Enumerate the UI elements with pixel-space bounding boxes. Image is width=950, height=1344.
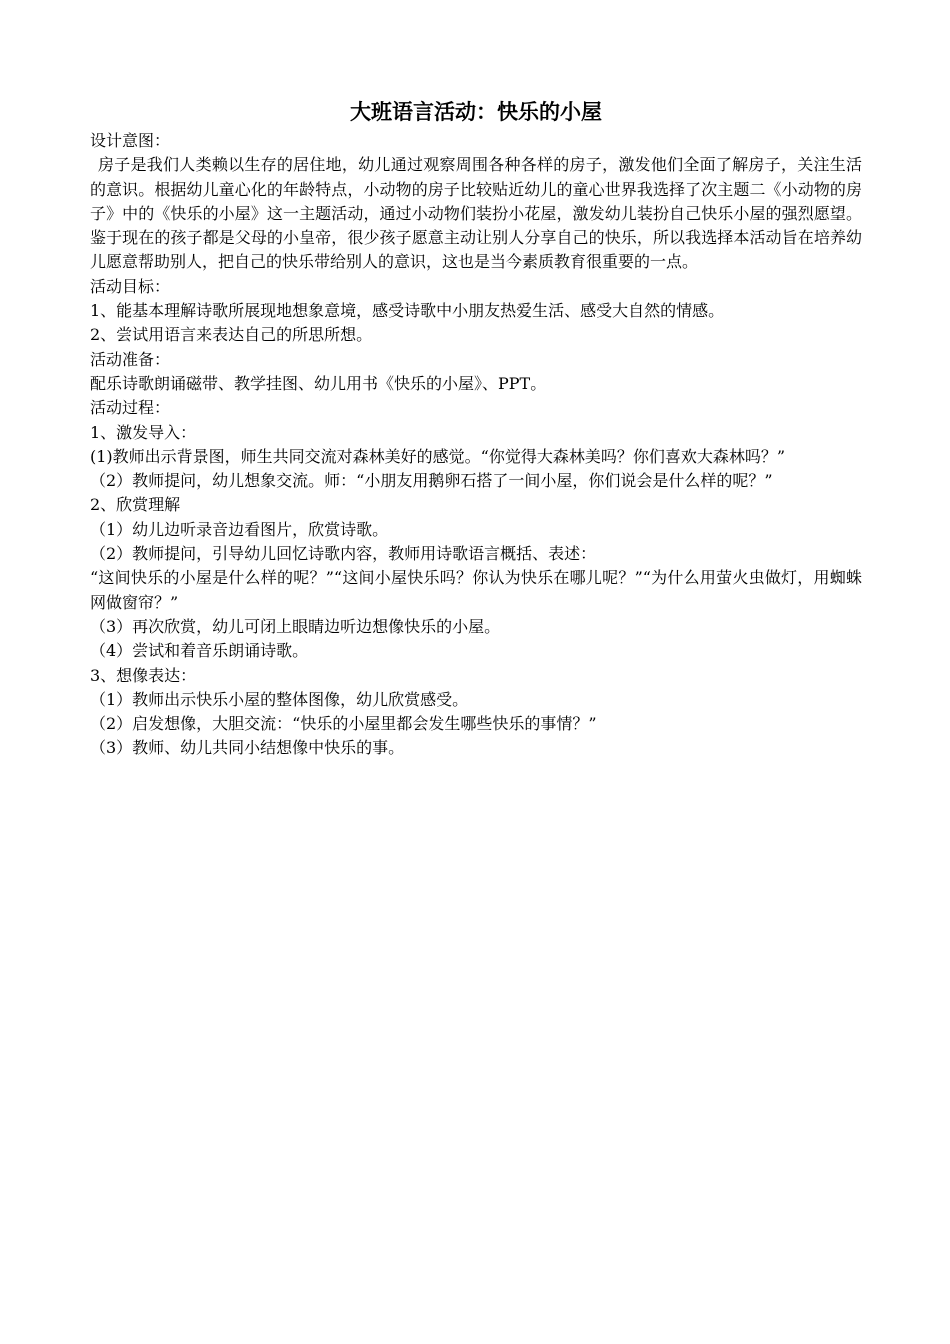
goal-item-1: 1、能基本理解诗歌所展现地想象意境，感受诗歌中小朋友热爱生活、感受大自然的情感。	[90, 301, 725, 321]
step-2-item-3: （3）再次欣赏，幼儿可闭上眼睛边听边想像快乐的小屋。	[90, 616, 501, 636]
design-intent-heading: 设计意图：	[90, 131, 171, 150]
goals-heading: 活动目标：	[90, 276, 171, 296]
step-3-heading: 3、想像表达：	[90, 665, 197, 685]
preparation-heading: 活动准备：	[90, 349, 171, 369]
preparation-body: 配乐诗歌朗诵磁带、教学挂图、幼儿用书《快乐的小屋》、PPT。	[90, 373, 547, 393]
step-2-item-2: （2）教师提问，引导幼儿回忆诗歌内容，教师用诗歌语言概括、表述：	[90, 544, 597, 564]
step-3-item-1: （1）教师出示快乐小屋的整体图像，幼儿欣赏感受。	[90, 689, 469, 709]
goal-item-2: 2、尝试用语言来表达自己的所思所想。	[90, 325, 373, 345]
document-body	[90, 96, 862, 761]
step-3-item-3: （3）教师、幼儿共同小结想像中快乐的事。	[90, 738, 405, 758]
step-1-item-2: （2）教师提问，幼儿想象交流。师：“小朋友用鹅卵石搭了一间小屋，你们说会是什么样的呢？”	[90, 471, 773, 491]
step-1-heading: 1、激发导入：	[90, 422, 197, 442]
step-2-quote: “这间快乐的小屋是什么样的呢？”“这间小屋快乐吗？你认为快乐在哪儿呢？”“为什么用萤火虫做灯，用蜘蛛网做窗帘？”	[90, 568, 862, 612]
step-2-item-4: （4）尝试和着音乐朗诵诗歌。	[90, 641, 309, 661]
step-2-item-1: （1）幼儿边听录音边看图片，欣赏诗歌。	[90, 519, 389, 539]
document-title: 大班语言活动：快乐的小屋	[350, 99, 602, 124]
process-heading: 活动过程：	[90, 398, 171, 418]
step-1-item-1: (1)教师出示背景图，师生共同交流对森林美好的感觉。“你觉得大森林美吗？你们喜欢大森林吗？”	[90, 446, 786, 466]
design-intent-paragraph: 房子是我们人类赖以生存的居住地，幼儿通过观察周围各种各样的房子，激发他们全面了解房子，关注生活的意识。根据幼儿童心化的年龄特点，小动物的房子比较贴近幼儿的童心世界我选择了次主题二《小动物的房子》中的《快乐的小屋》这一主题活动，通过小动物们装扮小花屋，激发幼儿装扮自己快乐小屋的强烈愿望。鉴于现在的孩子都是父母的小皇帝，很少孩子愿意主动让别人分享自己的快乐，所以我选择本活动旨在培养幼儿愿意帮助别人，把自己的快乐带给别人的意识，这也是当今素质教育很重要的一点。	[90, 155, 862, 272]
step-3-item-2: （2）启发想像，大胆交流：“快乐的小屋里都会发生哪些快乐的事情？”	[90, 714, 597, 734]
step-2-heading: 2、欣赏理解	[90, 495, 181, 515]
